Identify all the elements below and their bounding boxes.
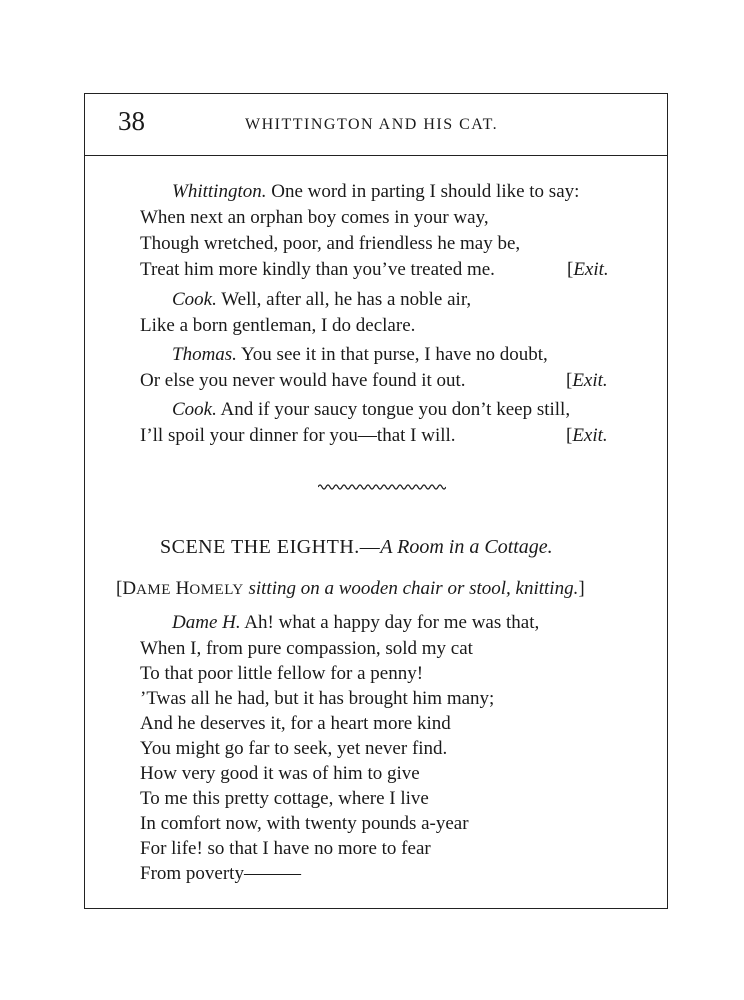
scene-place: A Room in a Cottage. xyxy=(380,536,553,558)
verse-line: When I, from pure compassion, sold my cat xyxy=(140,638,473,659)
bottom-rule xyxy=(84,908,668,909)
speaker-name: Dame H. xyxy=(172,612,241,633)
top-rule xyxy=(84,93,668,94)
verse-line xyxy=(172,180,579,204)
verse-line: ’Twas all he had, but it has brought him many; xyxy=(140,688,495,709)
verse-line: Like a born gentleman, I do declare. xyxy=(140,315,416,336)
verse-text: And if your saucy tongue you don’t keep still, xyxy=(216,399,571,420)
scene-title: SCENE THE EIGHTH.— xyxy=(160,536,381,558)
character-name-initial: H xyxy=(170,578,190,599)
character-name-rest: OMELY xyxy=(189,582,244,598)
speaker-name: Thomas. xyxy=(172,344,237,365)
character-name-rest: AME xyxy=(136,582,171,598)
verse-line: And he deserves it, for a heart more kind xyxy=(140,713,451,734)
verse-line xyxy=(172,288,471,312)
verse-line: When next an orphan boy comes in your way, xyxy=(140,207,489,228)
verse-line: How very good it was of him to give xyxy=(140,763,420,784)
verse-line: For life! so that I have no more to fear xyxy=(140,838,431,859)
exit-direction xyxy=(566,369,608,393)
exit-direction xyxy=(566,424,608,448)
verse-line xyxy=(172,398,570,422)
scene-heading xyxy=(160,536,553,559)
speaker-name: Cook. xyxy=(172,399,217,420)
wavy-ornament xyxy=(318,481,446,493)
character-name-initial: D xyxy=(122,578,137,599)
speaker-name: Whittington. xyxy=(172,181,267,202)
verse-text: Ah! what a happy day for me was that, xyxy=(240,612,540,633)
exit-bracket: [ xyxy=(567,259,574,280)
verse-line xyxy=(172,611,539,635)
direction-bracket-close: ] xyxy=(578,578,585,599)
page-number: 38 xyxy=(118,106,145,136)
verse-line: From poverty——— xyxy=(140,863,301,884)
verse-line: To me this pretty cottage, where I live xyxy=(140,788,429,809)
exit-word: Exit. xyxy=(572,425,608,446)
stage-direction xyxy=(116,577,585,602)
exit-direction xyxy=(567,258,609,282)
exit-bracket: [ xyxy=(566,370,573,391)
verse-line: I’ll spoil your dinner for you—that I will. xyxy=(140,425,456,446)
verse-line: Though wretched, poor, and friendless he may be, xyxy=(140,233,521,254)
running-title: WHITTINGTON AND HIS CAT. xyxy=(245,116,499,133)
verse-line: Or else you never would have found it out. xyxy=(140,370,466,391)
exit-word: Exit. xyxy=(572,370,608,391)
speaker-name: Cook. xyxy=(172,289,217,310)
direction-text: sitting on a wooden chair or stool, knitting. xyxy=(243,578,579,599)
verse-line: In comfort now, with twenty pounds a-year xyxy=(140,813,469,834)
direction-bracket-open: [ xyxy=(116,578,123,599)
exit-bracket: [ xyxy=(566,425,573,446)
verse-text: Well, after all, he has a noble air, xyxy=(216,289,472,310)
header-rule xyxy=(84,155,668,156)
verse-text: You see it in that purse, I have no doubt, xyxy=(236,344,548,365)
verse-text: One word in parting I should like to say: xyxy=(266,181,580,202)
verse-line: You might go far to seek, yet never find. xyxy=(140,738,448,759)
exit-word: Exit. xyxy=(573,259,609,280)
verse-line xyxy=(172,343,548,367)
verse-line: Treat him more kindly than you’ve treated me. xyxy=(140,259,495,280)
verse-line: To that poor little fellow for a penny! xyxy=(140,663,424,684)
